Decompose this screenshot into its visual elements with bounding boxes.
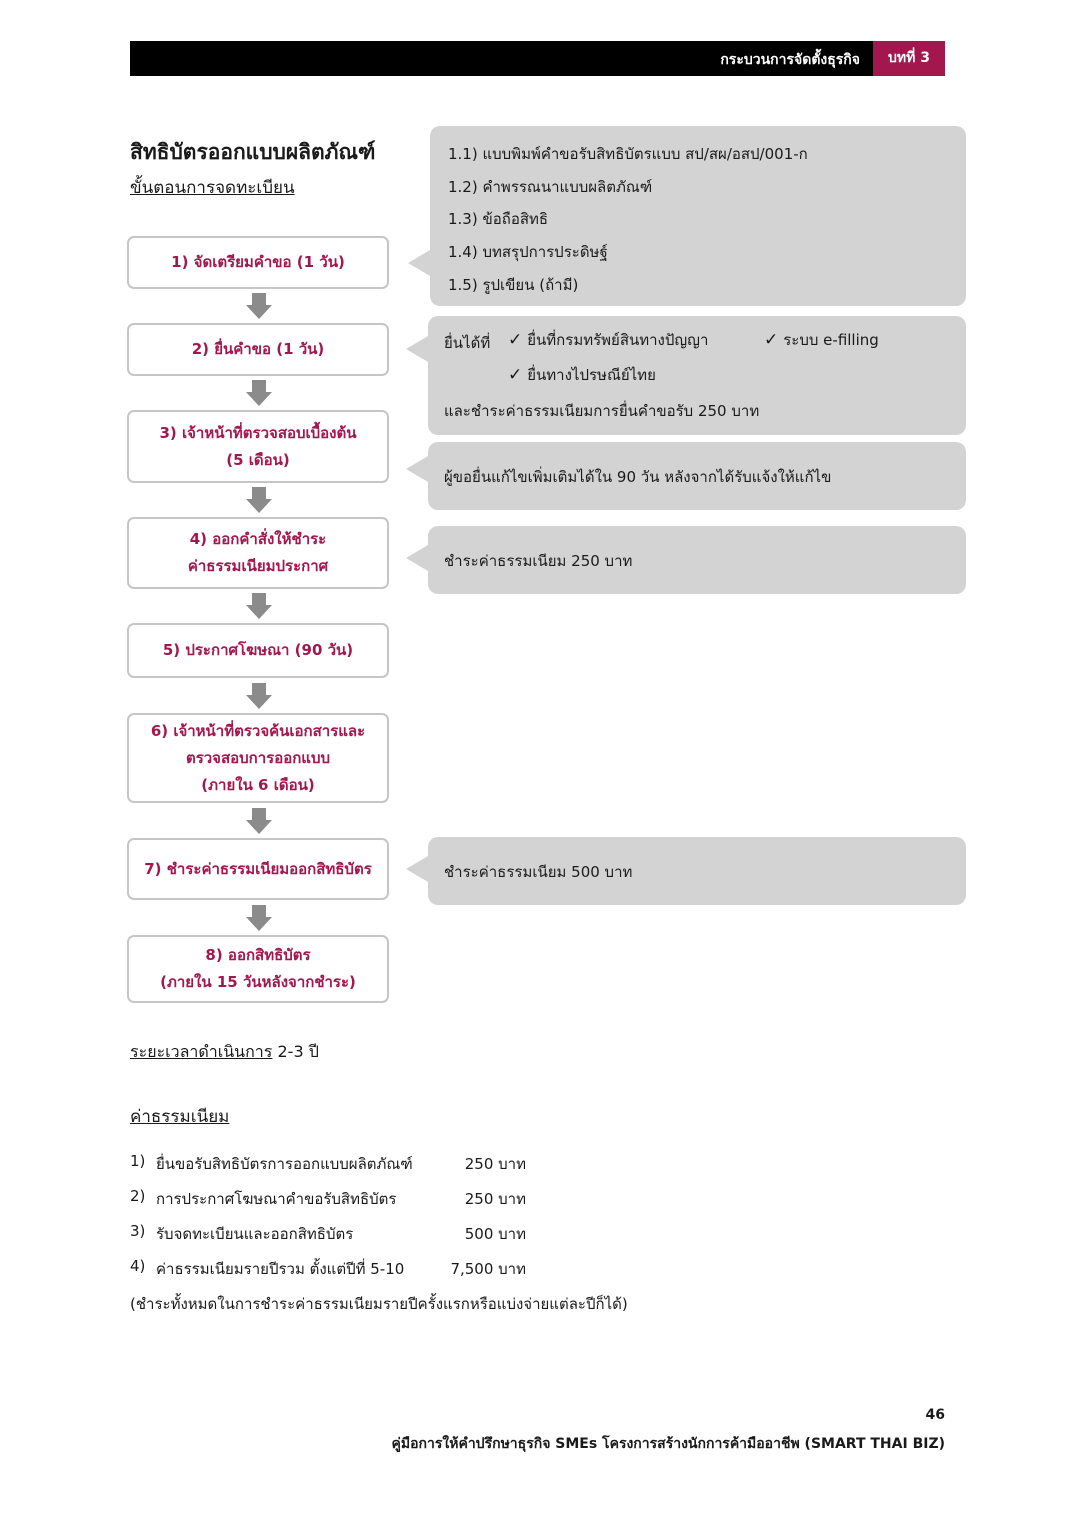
step-4-text-line2: ค่าธรรมเนียมประกาศ — [187, 557, 329, 575]
step-2 — [127, 323, 389, 376]
doc-item: 1.3) ข้อถือสิทธิ — [448, 210, 549, 228]
filing-option — [508, 363, 656, 387]
fee-row — [130, 1152, 630, 1178]
doc-item: 1.4) บทสรุปการประดิษฐ์ — [448, 243, 608, 261]
fee-row — [130, 1187, 630, 1213]
fee-number: 1) — [130, 1152, 146, 1170]
callout-fee-500 — [428, 837, 966, 905]
header-section-title: กระบวนการจัดตั้งธุรกิจ — [720, 52, 860, 68]
arrow-down-icon — [246, 683, 272, 709]
step-4-text: 4) ออกคำสั่งให้ชำระ — [189, 530, 327, 548]
step-5 — [127, 623, 389, 678]
header-bar — [130, 41, 945, 76]
arrow-down-icon — [246, 905, 272, 931]
step-8-text: 8) ออกสิทธิบัตร — [205, 946, 311, 964]
footer-text: คู่มือการให้คำปรึกษาธุรกิจ SMEs โครงการสร้างนักการค้ามืออาชีพ (SMART THAI BIZ) — [391, 1436, 945, 1452]
step-5-text: 5) ประกาศโฆษณา (90 วัน) — [162, 641, 354, 659]
step-6-text: 6) เจ้าหน้าที่ตรวจค้นเอกสารและ — [150, 721, 366, 740]
fee-label: ค่าธรรมเนียมรายปีรวม ตั้งแต่ปีที่ 5-10 — [156, 1260, 405, 1278]
duration-label: ระยะเวลาดำเนินการ — [130, 1042, 273, 1061]
fee-amount: 7,500 บาท — [450, 1260, 526, 1278]
page-title: สิทธิบัตรออกแบบผลิตภัณฑ์ — [130, 140, 376, 164]
fee-250-text: ชำระค่าธรรมเนียม 250 บาท — [444, 552, 633, 570]
callout-filing-channels — [428, 316, 966, 435]
fee-amount: 250 บาท — [464, 1155, 526, 1173]
fee-amount: 500 บาท — [464, 1225, 526, 1243]
header-chapter-badge: บทที่ 3 — [873, 41, 945, 76]
fee-amount: 250 บาท — [464, 1190, 526, 1208]
step-3 — [127, 410, 389, 483]
arrow-down-icon — [246, 593, 272, 619]
arrow-down-icon — [246, 487, 272, 513]
filing-label: ยื่นได้ที่ — [444, 334, 491, 352]
fees-heading: ค่าธรรมเนียม — [130, 1107, 230, 1127]
checkmark-icon: ✓ — [764, 330, 779, 350]
amendment-text: ผู้ขอยื่นแก้ไขเพิ่มเติมได้ใน 90 วัน หลังจากได้รับแจ้งให้แก้ไข — [444, 468, 832, 486]
fee-label: ยื่นขอรับสิทธิบัตรการออกแบบผลิตภัณฑ์ — [156, 1155, 413, 1173]
arrow-down-icon — [246, 808, 272, 834]
doc-item: 1.2) คำพรรณนาแบบผลิตภัณฑ์ — [448, 178, 653, 196]
step-7 — [127, 838, 389, 900]
step-3-text: 3) เจ้าหน้าที่ตรวจสอบเบื้องต้น — [159, 423, 357, 442]
arrow-down-icon — [246, 380, 272, 406]
fee-note: (ชำระทั้งหมดในการชำระค่าธรรมเนียมรายปีครั้งแรกหรือแบ่งจ่ายแต่ละปีก็ได้) — [130, 1295, 628, 1313]
fee-500-text: ชำระค่าธรรมเนียม 500 บาท — [444, 863, 633, 881]
fee-number: 3) — [130, 1222, 146, 1240]
step-4 — [127, 517, 389, 589]
callout-amendment — [428, 442, 966, 510]
filing-option — [764, 328, 879, 352]
fee-number: 2) — [130, 1187, 146, 1205]
step-3-duration: (5 เดือน) — [226, 450, 290, 469]
fee-label: รับจดทะเบียนและออกสิทธิบัตร — [156, 1225, 354, 1243]
fee-number: 4) — [130, 1257, 146, 1275]
page-number: 46 — [925, 1407, 945, 1423]
step-1 — [127, 236, 389, 289]
arrow-down-icon — [246, 293, 272, 319]
step-6-text-line2: ตรวจสอบการออกแบบ — [185, 748, 331, 767]
filing-option — [508, 328, 708, 352]
filing-option-post: ยื่นทางไปรษณีย์ไทย — [527, 366, 656, 384]
filing-option-efiling: ระบบ e-filling — [783, 331, 879, 349]
fee-row — [130, 1222, 630, 1248]
fee-row — [130, 1257, 630, 1283]
doc-item: 1.5) รูปเขียน (ถ้ามี) — [448, 276, 579, 294]
filing-option-dip: ยื่นที่กรมทรัพย์สินทางปัญญา — [527, 331, 709, 349]
step-7-text: 7) ชำระค่าธรรมเนียมออกสิทธิบัตร — [144, 859, 372, 878]
fee-label: การประกาศโฆษณาคำขอรับสิทธิบัตร — [156, 1190, 397, 1208]
step-6-duration: (ภายใน 6 เดือน) — [201, 775, 315, 794]
checkmark-icon: ✓ — [508, 330, 523, 350]
callout-documents — [430, 126, 966, 306]
step-6 — [127, 713, 389, 803]
processing-duration — [130, 1040, 319, 1065]
filing-fee-text: และชำระค่าธรรมเนียมการยื่นคำขอรับ 250 บาท — [444, 402, 760, 420]
step-2-text: 2) ยื่นคำขอ (1 วัน) — [191, 340, 325, 358]
doc-item: 1.1) แบบพิมพ์คำขอรับสิทธิบัตรแบบ สป/สผ/อสป/001-ก — [448, 145, 808, 163]
checkmark-icon: ✓ — [508, 365, 523, 385]
step-8 — [127, 935, 389, 1003]
callout-fee-250 — [428, 526, 966, 594]
duration-value: 2-3 ปี — [277, 1042, 319, 1061]
step-1-text: 1) จัดเตรียมคำขอ (1 วัน) — [171, 253, 345, 271]
page-subtitle: ขั้นตอนการจดทะเบียน — [130, 178, 295, 198]
step-8-duration: (ภายใน 15 วันหลังจากชำระ) — [160, 973, 356, 991]
